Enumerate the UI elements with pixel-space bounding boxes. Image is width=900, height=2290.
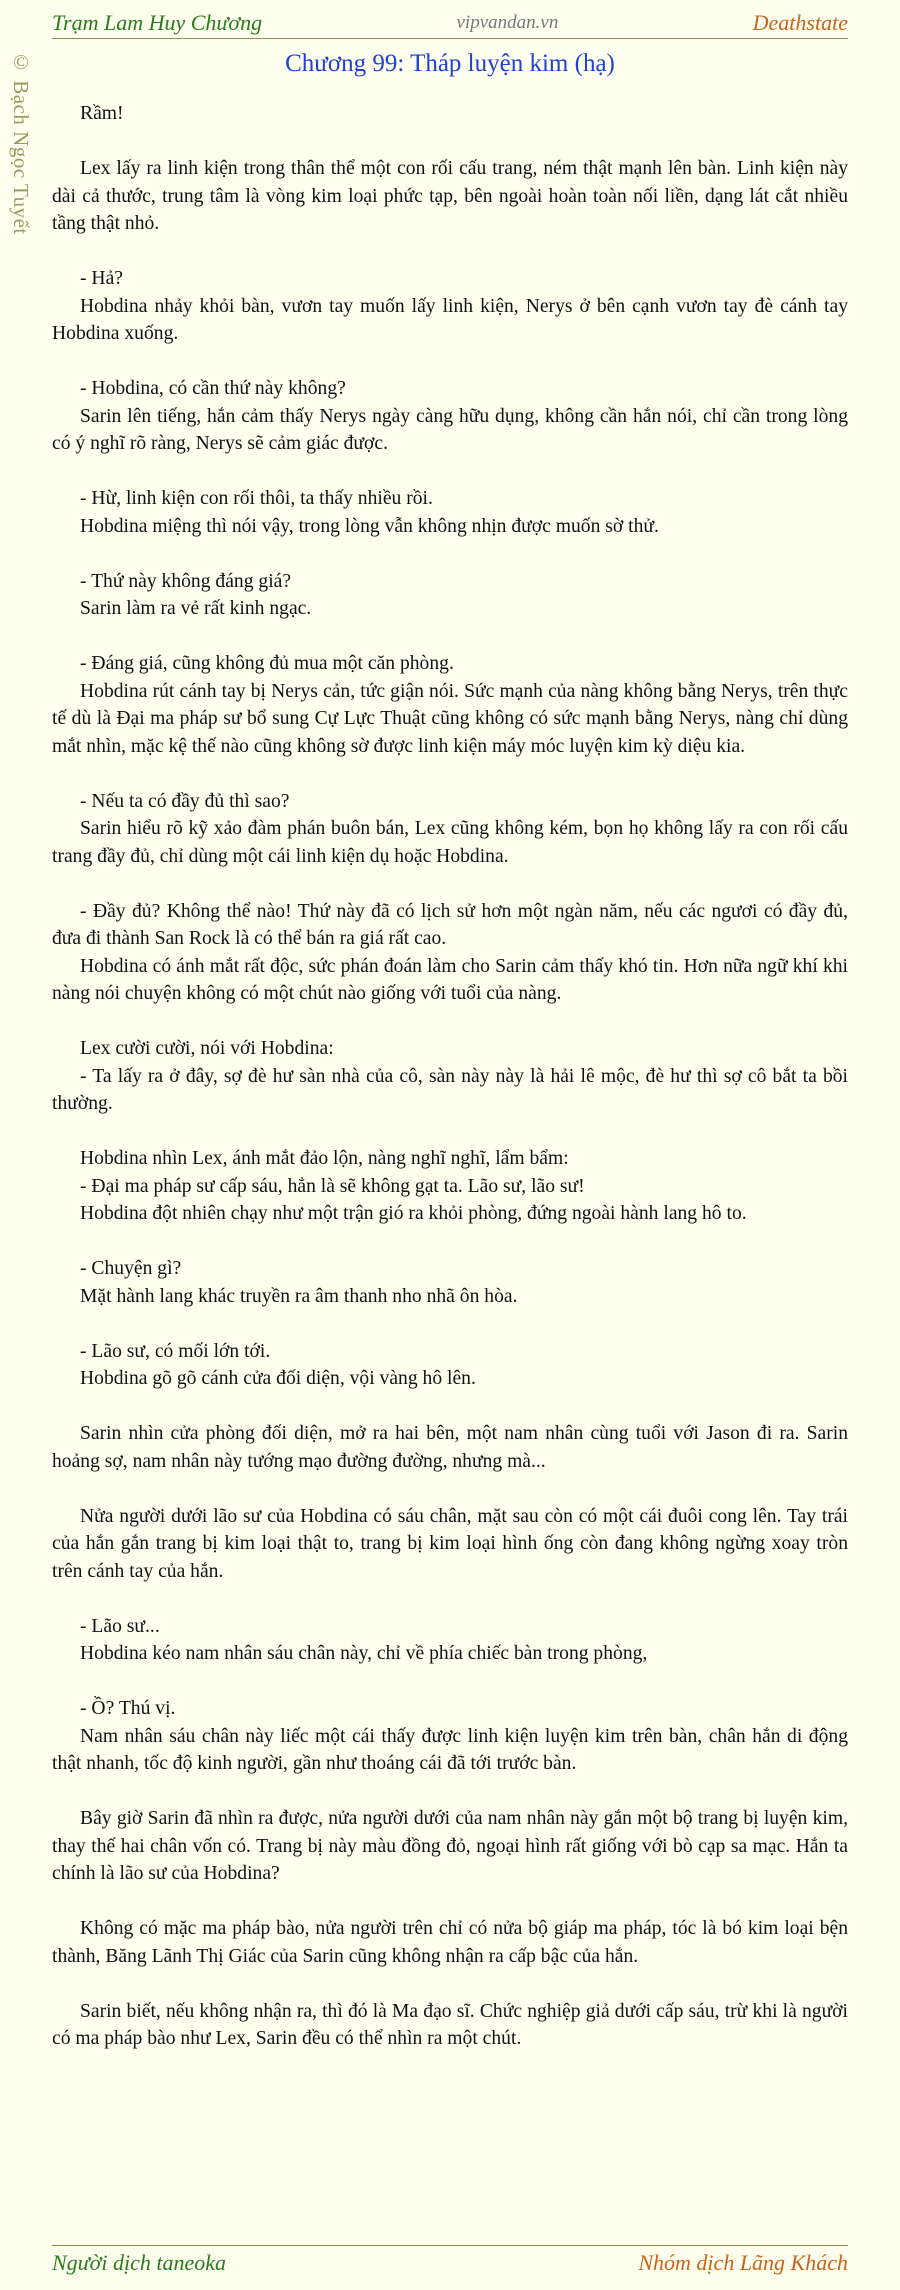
paragraph [52, 1338, 848, 1393]
footer-translation-group: Nhóm dịch Lãng Khách [638, 2250, 848, 2275]
page-footer [52, 2245, 848, 2280]
paragraph-line: Sarin lên tiếng, hắn cảm thấy Nerys ngày càng hữu dụng, không cần hắn nói, chỉ cần trong lòng có ý nghĩ rõ ràng, Nerys sẽ cảm giác được. [52, 405, 848, 454]
paragraph [52, 898, 848, 1008]
paragraph [52, 1503, 848, 1586]
paragraph-line: - Đầy đủ? Không thể nào! Thứ này đã có lịch sử hơn một ngàn năm, nếu các ngươi có đầy đủ, đưa đi thành San Rock là có thể bán ra giá rất cao. [52, 900, 848, 949]
paragraph-line: - Nếu ta có đầy đủ thì sao? [80, 790, 290, 812]
paragraph-line: - Hả? [80, 268, 123, 289]
paragraph-line: Nửa người dưới lão sư của Hobdina có sáu chân, mặt sau còn có một cái đuôi cong lên. Tay trái của hắn gắn trang bị kim loại thật to, trang bị kim loại hình ống còn đang không ngừng xoay tròn trên cánh tay của hắn. [52, 1505, 848, 1582]
paragraph [52, 1035, 848, 1118]
paragraph-line: Hobdina đột nhiên chạy như một trận gió ra khỏi phòng, đứng ngoài hành lang hô to. [80, 1203, 747, 1224]
footer-translator: Người dịch taneoka [52, 2250, 227, 2275]
paragraph [52, 155, 848, 238]
paragraph-line: Sarin biết, nếu không nhận ra, thì đó là Ma đạo sĩ. Chức nghiệp giả dưới cấp sáu, trừ khi là người có ma pháp bào như Lex, Sarin đều có thể nhìn ra một chút. [52, 2000, 848, 2049]
paragraph [52, 1915, 848, 1970]
paragraph [52, 1145, 848, 1228]
paragraph-line: - Chuyện gì? [80, 1258, 182, 1279]
paragraph-line: Lex lấy ra linh kiện trong thân thể một con rối cấu trang, ném thật mạnh lên bàn. Linh kiện này dài cả thước, trung tâm là vòng kim loại phức tạp, bên ngoài hoàn toàn nối liền, dạng lát cắt nhiều tầng thật nhỏ. [52, 158, 848, 234]
paragraph-line: Hobdina kéo nam nhân sáu chân này, chỉ về phía chiếc bàn trong phòng, [80, 1643, 648, 1664]
paragraph-line: - Đáng giá, cũng không đủ mua một căn phòng. [80, 653, 454, 674]
paragraph-line: - Ta lấy ra ở đây, sợ đè hư sàn nhà của cô, sàn này này là hải lê mộc, đè hư thì sợ cô bắt ta bồi thường. [52, 1065, 848, 1114]
paragraph-line: Hobdina nhìn Lex, ánh mắt đảo lộn, nàng nghĩ nghĩ, lẩm bẩm: [80, 1148, 569, 1169]
paragraph-line: - Hừ, linh kiện con rối thôi, ta thấy nhiều rồi. [80, 488, 433, 509]
header-website: vipvandan.vn [456, 12, 559, 33]
paragraph-line: Lex cười cười, nói với Hobdina: [80, 1038, 334, 1059]
paragraph [52, 265, 848, 348]
paragraph-line: Mặt hành lang khác truyền ra âm thanh nho nhã ôn hòa. [80, 1285, 518, 1307]
paragraph-line: Hobdina nhảy khỏi bàn, vươn tay muốn lấy linh kiện, Nerys ở bên cạnh vươn tay đè cánh tay Hobdina xuống. [52, 295, 848, 344]
paragraph-line: Nam nhân sáu chân này liếc một cái thấy được linh kiện luyện kim trên bàn, chân hắn di động thật nhanh, tốc độ kinh người, gần như thoáng cái đã tới trước bàn. [52, 1725, 848, 1774]
header-book-title: Deathstate [752, 10, 848, 35]
header-site-name: Trạm Lam Huy Chương [52, 10, 263, 35]
paragraph [52, 485, 848, 540]
chapter-body [52, 100, 848, 2080]
paragraph [52, 1805, 848, 1888]
paragraph [52, 1998, 848, 2053]
paragraph-line: Hobdina có ánh mắt rất độc, sức phán đoán làm cho Sarin cảm thấy khó tin. Hơn nữa ngữ khí khi nàng nói chuyện không có một chút nào giống với tuổi của nàng. [52, 955, 848, 1004]
paragraph [52, 1255, 848, 1310]
paragraph [52, 375, 848, 458]
paragraph [52, 1613, 848, 1668]
page-header [52, 8, 848, 39]
paragraph-line: Hobdina miệng thì nói vậy, trong lòng vẫn không nhịn được muốn sờ thử. [80, 515, 659, 537]
paragraph-line: Bây giờ Sarin đã nhìn ra được, nửa người dưới của nam nhân này gắn một bộ trang bị luyện kim, thay thế hai chân vốn có. Trang bị này màu đồng đỏ, ngoại hình rất giống với bò cạp sa mạc. Hắn ta chính là lão sư của Hobdina? [52, 1808, 848, 1884]
paragraph-line: Sarin hiểu rõ kỹ xảo đàm phán buôn bán, Lex cũng không kém, bọn họ không lấy ra con rối cấu trang đầy đủ, chỉ dùng một cái linh kiện dụ hoặc Hobdina. [52, 818, 848, 867]
paragraph-line: - Thứ này không đáng giá? [80, 570, 292, 592]
paragraph-line: - Lão sư... [80, 1615, 160, 1637]
paragraph-line: - Ồ? Thú vị. [80, 1698, 176, 1719]
paragraph-line: - Đại ma pháp sư cấp sáu, hẳn là sẽ không gạt ta. Lão sư, lão sư! [80, 1175, 585, 1197]
paragraph-line: Sarin làm ra vẻ rất kinh ngạc. [80, 598, 312, 619]
paragraph-line: - Hobdina, có cần thứ này không? [80, 378, 346, 399]
paragraph [52, 788, 848, 871]
paragraph [52, 568, 848, 623]
paragraph-line: - Lão sư, có mối lớn tới. [80, 1340, 271, 1362]
paragraph-line: Không có mặc ma pháp bào, nửa người trên chỉ có nửa bộ giáp ma pháp, tóc là bó kim loại bện thành, Băng Lãnh Thị Giác của Sarin cũng không nhận ra cấp bậc của hắn. [52, 1918, 848, 1967]
paragraph [52, 1420, 848, 1475]
paragraph-line: Rầm! [80, 103, 124, 124]
paragraph-line: Hobdina rút cánh tay bị Nerys cản, tức giận nói. Sức mạnh của nàng không bằng Nerys, trên thực tế dù là Đại ma pháp sư bổ sung Cự Lực Thuật cũng không có sức mạnh bằng Nerys, nàng chỉ dùng mắt nhìn, mặc kệ thế nào cũng không sờ được linh kiện máy móc luyện kim kỳ diệu kia. [52, 680, 848, 757]
paragraph [52, 100, 848, 128]
paragraph-line: Sarin nhìn cửa phòng đối diện, mở ra hai bên, một nam nhân cùng tuổi với Jason đi ra. Sarin hoảng sợ, nam nhân này tướng mạo đường đường, nhưng mà... [52, 1423, 848, 1472]
copyright-watermark: © Bạch Ngọc Tuyết [9, 50, 33, 235]
paragraph [52, 650, 848, 760]
chapter-title: Chương 99: Tháp luyện kim (hạ) [285, 50, 615, 77]
paragraph [52, 1695, 848, 1778]
paragraph-line: Hobdina gõ gõ cánh cửa đối diện, vội vàng hô lên. [80, 1368, 476, 1389]
